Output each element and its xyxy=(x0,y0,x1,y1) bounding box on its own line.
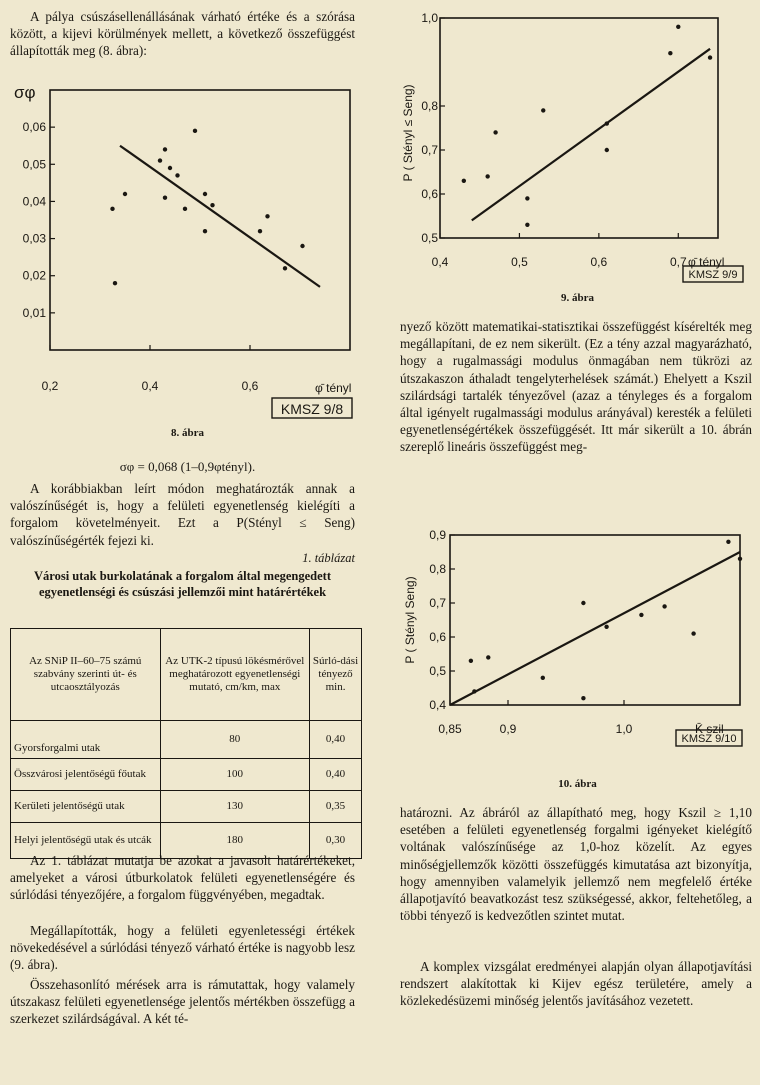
table-cell: Összvárosi jelentőségű főutak xyxy=(11,759,161,791)
table-row xyxy=(11,759,362,791)
data-point xyxy=(300,244,304,248)
table-cell: 80 xyxy=(160,721,310,759)
y-tick-label: 0,6 xyxy=(429,630,446,644)
table-cell: 100 xyxy=(160,759,310,791)
table-row xyxy=(11,791,362,823)
table-cell: 0,40 xyxy=(310,759,362,791)
table-number: 1. táblázat xyxy=(302,551,355,565)
intro-paragraph: A pálya csúszásellenállásának várható értéke és a szórása között, a kijevi körülmények mellett, a következő összefüggést állapították meg (8. ábra): xyxy=(10,9,355,59)
data-point xyxy=(581,601,585,605)
regression-line xyxy=(472,49,710,221)
plot-frame xyxy=(50,90,350,350)
x-tick-label: 0,4 xyxy=(431,255,449,269)
data-point xyxy=(265,214,269,218)
table-cell: 0,30 xyxy=(310,823,362,859)
data-point xyxy=(469,659,473,663)
table-title: Városi utak burkolatának a forgalom által megengedett egyenetlenségi és csúszási jellemzői mint határértékek xyxy=(34,569,331,599)
data-point xyxy=(486,655,490,659)
data-point xyxy=(163,147,167,151)
figure-tag-label: KMSZ 9/9 xyxy=(688,269,738,281)
data-point xyxy=(258,229,262,233)
paragraph-right-2: határozni. Az ábráról az állapítható meg, hogy Kszil ≥ 1,10 esetében a felületi egyenetlenség forgalmi igényeket kielégítő voltának valószínűsége az 1,0-hoz közelít. Az egyes minőségjellemzők közötti összefüggés kimutatása azt bizonyítja, hogy amennyiben valamelyik jellemző nem megfelelő értéke állapotjavító beavatkozást tesz szükségessé, akkor, feltehetőleg, a többi tényező is kedvezőtlen szintet mutat. xyxy=(400,805,752,924)
plot-frame xyxy=(440,18,718,238)
data-point xyxy=(110,207,114,211)
figure-tag-label: KMSZ 9/10 xyxy=(681,733,737,745)
x-tick-label: 0,85 xyxy=(438,722,462,736)
x-tick-label: 1,0 xyxy=(615,722,633,736)
data-point xyxy=(123,192,127,196)
y-tick-label: 0,4 xyxy=(429,698,446,712)
paragraph-right-3: A komplex vizsgálat eredményei alapján olyan állapotjavítási rendszert alakítottak ki Kijev egész területére, amely a közlekedésüzemi minőség jelentős javításához vezetett. xyxy=(400,959,752,1009)
x-axis-label: φ̄ tényl xyxy=(315,381,352,395)
figure-9-chart xyxy=(400,8,755,288)
x-tick-label: 0,7 xyxy=(669,255,687,269)
paragraph-3: Megállapították, hogy a felületi egyenletességi értékek növekedésével a súrlódási tényező várható értéke is nagyobb lesz (9. ábra). xyxy=(10,923,355,973)
data-point xyxy=(203,229,207,233)
equation: σφ = 0,068 (1–0,9φtényl). xyxy=(119,459,256,474)
table-header-cell: Az UTK-2 típusú lökésmérővel meghatározott egyenetlenségi mutató, cm/km, max xyxy=(160,629,310,721)
y-tick-label: 0,5 xyxy=(421,231,438,245)
data-point xyxy=(203,192,207,196)
data-point xyxy=(668,51,672,55)
table-cell: 0,40 xyxy=(310,721,362,759)
y-tick-label: 0,03 xyxy=(22,231,46,246)
y-axis-label: P ( Stényl ≤ Seng) xyxy=(401,84,415,182)
y-tick-label: 0,02 xyxy=(22,268,46,283)
y-tick-label: 0,01 xyxy=(22,305,46,320)
data-point xyxy=(158,158,162,162)
data-point xyxy=(525,196,529,200)
figure-8-chart xyxy=(10,80,365,425)
x-tick-label: 0,9 xyxy=(499,722,517,736)
figure-10-chart xyxy=(400,525,755,750)
limits-table xyxy=(10,628,362,859)
data-point xyxy=(493,130,497,134)
data-point xyxy=(113,281,117,285)
data-point xyxy=(168,166,172,170)
paragraph-4: Összehasonlító mérések arra is rámutattak, hogy valamely útszakasz felületi egyenetlensége jelentős mértékben összefügg a szerkezet szilárdságával. A két té- xyxy=(10,977,355,1027)
figure-10-caption: 10. ábra xyxy=(558,778,597,790)
x-tick-label: 0,2 xyxy=(41,379,59,393)
regression-line xyxy=(450,552,740,705)
paragraph-right-1: nyező között matematikai-statisztikai összefüggést kísérelték meg megállapítani, de ez nem sikerült. (Ez a tény azzal magyarázható, hogy a rugalmassági modulus önmagában nem tükrözi az útszakaszon áthaladt tengelyterhelések számát.) Ehelyett a Kszil szilárdsági tartalék tényezővel (azaz a tényleges és a forgalom által igényelt rugalmassági modulus arányával) keresték a felületi egyenetlenségértékek összefüggését. Itt már sikerült a 10. ábrán szereplő lineáris összefüggést meg- xyxy=(400,319,752,455)
y-tick-label: 0,7 xyxy=(429,596,446,610)
data-point xyxy=(605,121,609,125)
y-tick-label: 0,9 xyxy=(429,528,446,542)
data-point xyxy=(541,108,545,112)
data-point xyxy=(163,196,167,200)
data-point xyxy=(485,174,489,178)
table-header-row xyxy=(11,629,362,721)
data-point xyxy=(662,604,666,608)
table-header-cell: Súrló-dási tényező min. xyxy=(310,629,362,721)
regression-line xyxy=(120,146,320,287)
data-point xyxy=(708,55,712,59)
data-point xyxy=(541,676,545,680)
x-tick-label: 0,6 xyxy=(241,379,259,393)
table-cell: 130 xyxy=(160,791,310,823)
figure-9-caption: 9. ábra xyxy=(561,292,594,304)
data-point xyxy=(738,557,742,561)
y-tick-label: 0,8 xyxy=(421,99,438,113)
y-tick-label: 0,6 xyxy=(421,187,438,201)
table-cell: 0,35 xyxy=(310,791,362,823)
x-axis-label: K̄ szil xyxy=(695,722,724,736)
y-axis-label: σφ xyxy=(14,83,36,102)
figure-tag-label: KMSZ 9/8 xyxy=(280,401,344,417)
figure-8-caption: 8. ábra xyxy=(171,427,204,439)
data-point xyxy=(581,696,585,700)
data-point xyxy=(210,203,214,207)
data-point xyxy=(525,223,529,227)
data-point xyxy=(183,207,187,211)
data-point xyxy=(726,540,730,544)
data-point xyxy=(472,689,476,693)
table-cell: 180 xyxy=(160,823,310,859)
data-point xyxy=(283,266,287,270)
plot-frame xyxy=(450,535,740,705)
data-point xyxy=(462,179,466,183)
data-point xyxy=(676,25,680,29)
paragraph-1: A korábbiakban leírt módon meghatározták annak a valószínűségét is, hogy a felületi egyenetlenség kielégíti a forgalom követelményeit. Ezt a P(Stényl ≤ Seng) valószínűségérték fejezi ki. xyxy=(10,481,355,548)
y-tick-label: 0,7 xyxy=(421,143,438,157)
table-row xyxy=(11,721,362,759)
data-point xyxy=(691,631,695,635)
y-tick-label: 0,05 xyxy=(22,157,46,172)
data-point xyxy=(193,129,197,133)
x-tick-label: 0,5 xyxy=(511,255,528,269)
y-tick-label: 0,8 xyxy=(429,562,446,576)
paragraph-2: Az 1. táblázat mutatja be azokat a javasolt határértékeket, amelyeket a városi útburkolatok felületi egyenetlenségére és súrlódási tényezőjére, a forgalom függvényében, megadtak. xyxy=(10,853,355,903)
y-tick-label: 0,04 xyxy=(22,194,46,209)
data-point xyxy=(175,173,179,177)
y-axis-label: P ( Stényl Seng) xyxy=(403,576,417,664)
table-cell: Gyorsforgalmi utak xyxy=(11,721,161,759)
x-tick-label: 0,4 xyxy=(141,379,159,393)
data-point xyxy=(605,148,609,152)
table-header-cell: Az SNiP II–60–75 számú szabvány szerinti út- és utcaosztályozás xyxy=(11,629,161,721)
table-cell: Helyi jelentőségű utak és utcák xyxy=(11,823,161,859)
data-point xyxy=(604,625,608,629)
x-axis-label: φ̄ tényl xyxy=(688,255,725,269)
y-tick-label: 0,5 xyxy=(429,664,446,678)
x-tick-label: 0,6 xyxy=(590,255,608,269)
y-tick-label: 0,06 xyxy=(22,120,46,135)
data-point xyxy=(639,613,643,617)
y-tick-label: 1,0 xyxy=(421,11,438,25)
table-cell: Kerületi jelentőségű utak xyxy=(11,791,161,823)
